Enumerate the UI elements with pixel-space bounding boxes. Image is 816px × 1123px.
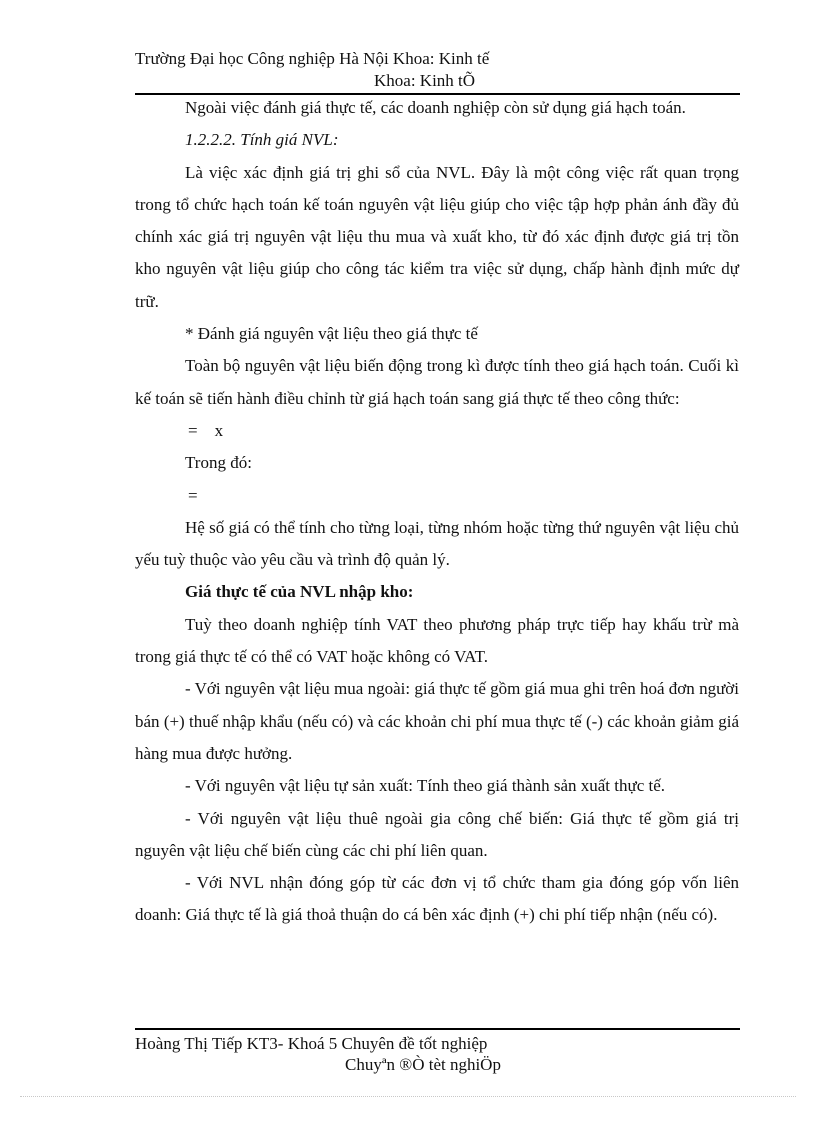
page-bottom-dotted-line <box>20 1096 796 1097</box>
paragraph-3: * Đánh giá nguyên vật liệu theo giá thực tế <box>185 324 478 344</box>
footer-line-2: Chuyªn ®Ò tèt nghiÖp <box>345 1055 501 1074</box>
body-text <box>135 92 739 932</box>
paragraph-11: - Với NVL nhận đóng góp từ các đơn vị tổ chức tham gia đóng góp vốn liên doanh: Giá thực tế là giá thoả thuận do cá bên xác định (+) chi phí tiếp nhận (nếu có). <box>135 873 739 925</box>
paragraph-5: Trong đó: <box>185 453 252 473</box>
paragraph-1: Ngoài việc đánh giá thực tế, các doanh nghiệp còn sử dụng giá hạch toán. <box>185 98 686 117</box>
footer-line-1: Hoàng Thị Tiếp KT3- Khoá 5 Chuyên đề tốt nghiệp <box>135 1034 488 1053</box>
paragraph-6: Hệ số giá có thể tính cho từng loại, từng nhóm hoặc từng thứ nguyên vật liệu chủ yếu tuỳ thuộc vào yêu cầu và trình độ quản lý. <box>135 517 739 570</box>
formula-1: = x <box>188 420 224 440</box>
footer-rule <box>135 1028 740 1030</box>
paragraph-4: Toàn bộ nguyên vật liệu biến động trong kì được tính theo giá hạch toán. Cuối kì kế toán sẽ tiến hành điều chỉnh từ giá hạch toán sang giá thực tế theo công thức: <box>135 356 739 408</box>
paragraph-8: - Với nguyên vật liệu mua ngoài: giá thực tế gồm giá mua ghi trên hoá đơn người bán (+) thuế nhập khẩu (nếu có) và các khoản chi phí mua thực tế (-) các khoản giảm giá hàng mua được hưởng. <box>135 679 739 763</box>
section-heading: 1.2.2.2. Tính giá NVL: <box>185 130 339 150</box>
paragraph-9: - Với nguyên vật liệu tự sản xuất: Tính theo giá thành sản xuất thực tế. <box>185 776 666 796</box>
formula-2: = <box>188 485 198 505</box>
header-line-1: Trường Đại học Công nghiệp Hà Nội Khoa: Kinh tế <box>135 49 490 68</box>
paragraph-2: Là việc xác định giá trị ghi sổ của NVL. Đây là một công việc rất quan trọng trong tổ chức hạch toán kế toán nguyên vật liệu giúp cho việc tập hợp phản ánh đầy đủ chính xác giá trị nguyên vật liệu thu mua và xuất kho, từ đó xác định được giá trị tồn kho nguyên vật liệu giúp cho công tác kiểm tra việc sử dụng, chấp hành định mức dự trữ. <box>135 162 739 311</box>
paragraph-10: - Với nguyên vật liệu thuê ngoài gia công chế biến: Giá thực tế gồm giá trị nguyên vật liệu chế biến cùng các chi phí liên quan. <box>135 808 739 860</box>
bold-heading: Giá thực tế của NVL nhập kho: <box>185 582 414 602</box>
paragraph-7: Tuỳ theo doanh nghiệp tính VAT theo phương pháp trực tiếp hay khấu trừ mà trong giá thực tế có thể có VAT hoặc không có VAT. <box>135 614 739 667</box>
header-line-2: Khoa: Kinh tÕ <box>374 71 476 90</box>
